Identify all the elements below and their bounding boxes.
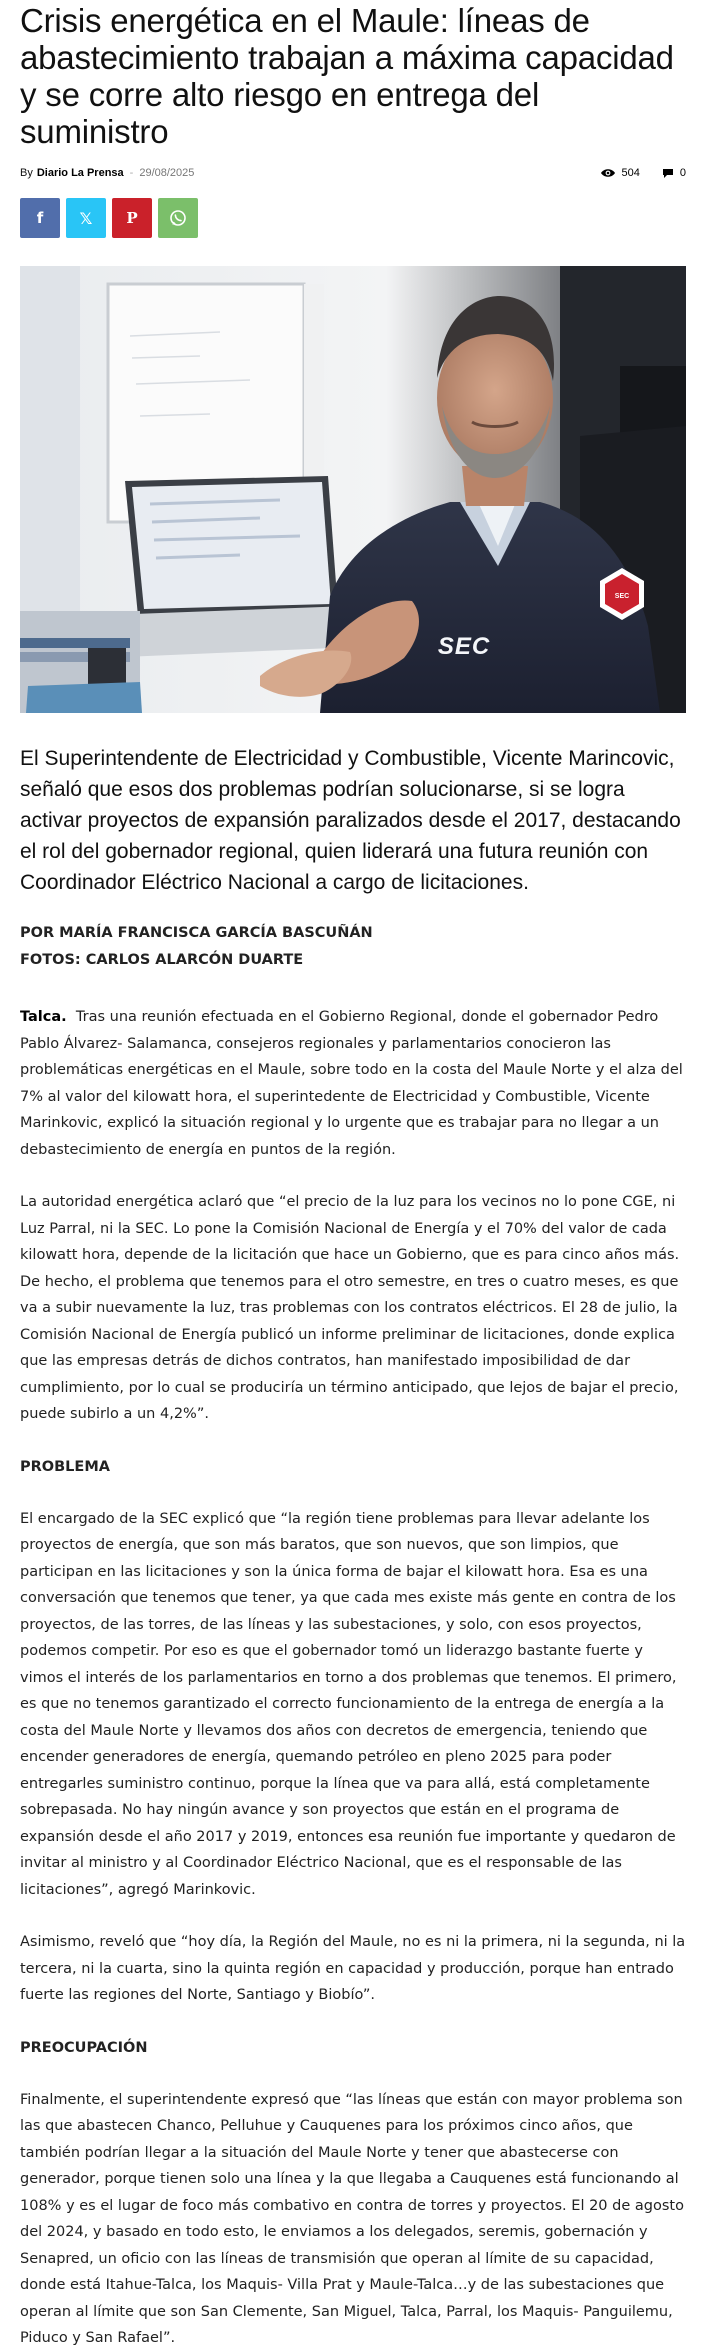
article-page <box>0 2 706 2346</box>
share-x-button[interactable] <box>66 198 106 238</box>
share-whatsapp-button[interactable] <box>158 198 198 238</box>
meta-separator: - <box>129 167 134 179</box>
share-facebook-button[interactable] <box>20 198 60 238</box>
article-body <box>20 1004 686 2352</box>
photo-credit: FOTOS: CARLOS ALARCÓN DUARTE <box>20 952 304 968</box>
author-link[interactable]: Diario La Prensa <box>36 167 124 179</box>
shoulder-badge-text: SEC <box>614 593 630 600</box>
views-count: 504 <box>621 167 640 179</box>
publish-date: 29/08/2025 <box>139 167 195 179</box>
article-lead: El Superintendente de Electricidad y Combustible, Vicente Marincovic, señaló que esos dos problemas podrían solucionarse, si se logra activar proyectos de expansión paralizados desde el 2017, destacando el rol del gobernador regional, quien liderará una futura reunión con Coordinador Eléctrico Nacional a cargo de licitaciones. <box>20 747 681 894</box>
article-title: Crisis energética en el Maule: líneas de abastecimiento trabajan a máxima capacidad y se corre alto riesgo en entrega del suministro <box>20 2 674 150</box>
comment-icon <box>662 168 674 179</box>
article-photo <box>20 266 686 713</box>
views-counter <box>600 167 640 179</box>
paragraph-1 <box>20 1004 686 1163</box>
paragraph-2: La autoridad energética aclaró que “el precio de la luz para los vecinos no lo pone CGE, ni Luz Parral, ni la SEC. Lo pone la Comisión Nacional de Energía y el 70% del valor de cada kilowatt hora, depende de la licitación que hace un Gobierno, que es para cinco años más. De hecho, el problema que tenemos para el otro semestre, en tres o cuatro meses, es que va a subir nuevamente la luz, tras problemas con los contratos eléctricos. El 28 de julio, la Comisión Nacional de Energía publicó un informe preliminar de licitaciones, donde explica que las empresas detrás de dichos contratos, han manifestado imposibilidad de dar cumplimiento, por lo cual se produciría un término anticipado, que lejos de bajar el precio, puede subirlo a un 4,2%”. <box>20 1194 680 1422</box>
subheading-preocupacion: PREOCUPACIÓN <box>20 2039 148 2056</box>
paragraph-5: Finalmente, el superintendente expresó que “las líneas que están con mayor problema son las que abastecen Chanco, Pelluhue y Cauquenes para los próximos cinco años, que también podrían llegar a la situación del Maule Norte y tener que abastecerse con generador, porque tienen solo una línea y la que llegaba a Cauquenes está funcionando al 108% y es el lugar de foco más combativo en contra de torres y proyectos. El 20 de agosto del 2024, y basado en todo esto, le enviamos a los delegados, seremis, gobernación y Senapred, un oficio con las líneas de transmisión que operan al límite de su capacidad, donde está Itahue-Talca, los Maquis- Villa Prat y Maule-Talca…y de las subestaciones que operan al límite que son San Clemente, San Miguel, Talca, Parral, los Maquis- Panguilemu, Piduco y San Rafael”. <box>20 2091 684 2346</box>
share-pinterest-button[interactable] <box>112 198 152 238</box>
x-icon: 𝕏 <box>79 208 93 228</box>
dateline: Talca. <box>20 1009 67 1025</box>
comments-counter[interactable] <box>662 167 686 179</box>
subheading-problema: PROBLEMA <box>20 1458 110 1475</box>
facebook-icon: f <box>36 209 44 227</box>
article-credits <box>20 920 686 974</box>
whatsapp-icon <box>169 209 187 227</box>
meta-stats <box>600 167 686 179</box>
paragraph-4: Asimismo, reveló que “hoy día, la Región del Maule, no es ni la primera, ni la segunda, ni la tercera, ni la cuarta, sino la quinta región en capacidad y producción, porque han entrado fuerte las regiones del Norte, Santiago y Biobío”. <box>20 1934 686 2003</box>
sec-chest-logo: SEC <box>437 633 491 660</box>
author-credit: POR MARÍA FRANCISCA GARCÍA BASCUÑÁN <box>20 925 373 941</box>
eye-icon <box>600 168 616 178</box>
superintendent-photo <box>20 266 686 713</box>
paragraph-3: El encargado de la SEC explicó que “la región tiene problemas para llevar adelante los proyectos de energía, que son más baratos, que son nuevos, que son limpios, que participan en las licitaciones y son la única forma de bajar el kilowatt hora. Esa es una conversación que tenemos que tener, ya que cada mes existe más gente en contra de los proyectos, de las torres, de las líneas y las subestaciones, y solo, con esos proyectos, podemos competir. Por eso es que el gobernador tomó un liderazgo bastante fuerte y vimos el interés de los parlamentarios en torno a dos problemas que tenemos. El primero, es que no tenemos garantizado el correcto funcionamiento de la entrega de energía a la costa del Maule Norte y llevamos dos años con decretos de emergencia, teniendo que encender generadores de energía, quemando petróleo en pleno 2025 para poder entregarles suministro continuo, porque la línea que va para allá, está completamente sobrepasada. No hay ningún avance y son proyectos que están en el programa de expansión desde el año 2017 y 2019, entonces esa reunión fue importante y quedaron de invitar al ministro y al Coordinador Eléctrico Nacional, que es el responsable de las licitaciones”, agregó Marinkovic. <box>20 1510 677 1898</box>
share-buttons <box>20 198 686 238</box>
comments-count: 0 <box>679 167 686 179</box>
article-meta <box>20 162 686 184</box>
by-label: By <box>20 167 33 179</box>
paragraph-1-text: Tras una reunión efectuada en el Gobierno Regional, donde el gobernador Pedro Pablo Álvarez- Salamanca, consejeros regionales y parlamentarios conocieron las problemáticas energéticas en el Maule, sobre todo en la costa del Maule Norte y el alza del 7% al valor del kilowatt hora, el superintedente de Electricidad y Combustible, Vicente Marinkovic, explicó la situación regional y lo urgente que es trabajar para no llegar a un debastecimiento de energía en puntos de la región. <box>20 1009 683 1158</box>
pinterest-icon: P <box>126 209 138 227</box>
